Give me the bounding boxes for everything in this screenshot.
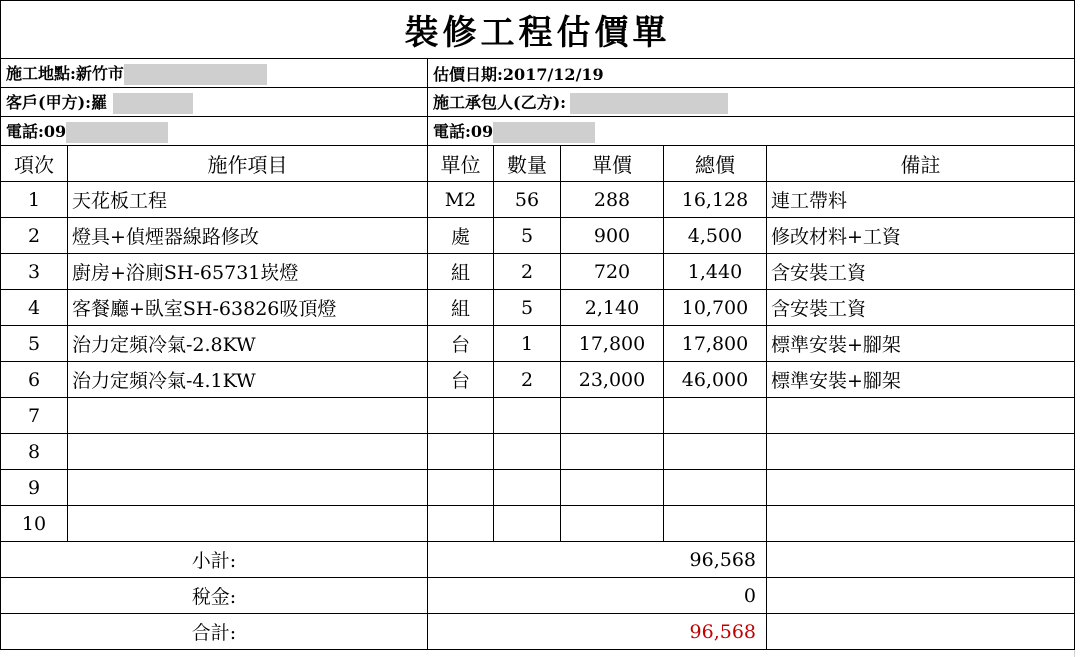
cell-price[interactable] <box>561 434 664 470</box>
cell-total[interactable] <box>664 434 767 470</box>
contractor-label: 施工承包人(乙方): <box>433 93 567 112</box>
contractor-cell[interactable] <box>428 88 1075 117</box>
subtotal-label[interactable]: 小計: <box>1 542 428 578</box>
cell-price[interactable]: 720 <box>561 254 664 290</box>
cell-total[interactable]: 4,500 <box>664 218 767 254</box>
phone-right-cell[interactable] <box>428 117 1075 146</box>
cell-qty[interactable]: 56 <box>494 182 561 218</box>
phone-value-right: 09 <box>470 122 494 141</box>
cell-unit[interactable]: 台 <box>428 362 494 398</box>
cell-note[interactable]: 連工帶料 <box>767 182 1075 218</box>
form-title: 裝修工程估價單 <box>1 1 1075 59</box>
cell-item[interactable]: 廚房+浴廁SH-65731崁燈 <box>68 254 428 290</box>
cell-no[interactable]: 6 <box>1 362 68 398</box>
cell-qty[interactable]: 5 <box>494 290 561 326</box>
table-row <box>1 326 1075 362</box>
cell-price[interactable]: 2,140 <box>561 290 664 326</box>
cell-note[interactable] <box>767 506 1075 542</box>
header-item[interactable]: 施作項目 <box>68 146 428 182</box>
subtotal-row <box>1 542 1075 578</box>
tax-note[interactable] <box>767 578 1075 614</box>
cell-price[interactable]: 288 <box>561 182 664 218</box>
header-unit[interactable]: 單位 <box>428 146 494 182</box>
cell-note[interactable]: 含安裝工資 <box>767 254 1075 290</box>
table-row <box>1 218 1075 254</box>
cell-item[interactable] <box>68 470 428 506</box>
cell-unit[interactable]: M2 <box>428 182 494 218</box>
redacted-block <box>570 93 728 114</box>
redacted-block <box>493 122 595 143</box>
cell-note[interactable]: 修改材料+工資 <box>767 218 1075 254</box>
subtotal-note[interactable] <box>767 542 1075 578</box>
cell-total[interactable]: 16,128 <box>664 182 767 218</box>
table-row <box>1 470 1075 506</box>
cell-item[interactable]: 治力定頻冷氣-4.1KW <box>68 362 428 398</box>
grand-total-label[interactable]: 合計: <box>1 614 428 650</box>
redacted-block <box>113 93 193 114</box>
table-row <box>1 434 1075 470</box>
cell-qty[interactable] <box>494 506 561 542</box>
cell-no[interactable]: 4 <box>1 290 68 326</box>
cell-no[interactable]: 8 <box>1 434 68 470</box>
cell-unit[interactable] <box>428 506 494 542</box>
cell-total[interactable] <box>664 398 767 434</box>
cell-no[interactable]: 7 <box>1 398 68 434</box>
cell-qty[interactable]: 1 <box>494 326 561 362</box>
cell-unit[interactable] <box>428 398 494 434</box>
site-value: 新竹市 <box>75 64 124 83</box>
cell-price[interactable] <box>561 506 664 542</box>
header-note[interactable]: 備註 <box>767 146 1075 182</box>
table-row <box>1 254 1075 290</box>
date-label: 估價日期: <box>433 64 503 84</box>
phone-label-right: 電話: <box>433 122 471 141</box>
site-cell[interactable] <box>1 59 428 88</box>
grand-total-row <box>1 614 1075 650</box>
subtotal-value[interactable]: 96,568 <box>428 542 767 578</box>
client-value: 羅 <box>91 93 108 112</box>
cell-price[interactable]: 900 <box>561 218 664 254</box>
table-row <box>1 506 1075 542</box>
cell-note[interactable]: 標準安裝+腳架 <box>767 362 1075 398</box>
cell-total[interactable]: 1,440 <box>664 254 767 290</box>
table-row <box>1 398 1075 434</box>
cell-note[interactable] <box>767 398 1075 434</box>
cell-qty[interactable]: 5 <box>494 218 561 254</box>
cell-qty[interactable] <box>494 470 561 506</box>
table-row <box>1 290 1075 326</box>
redacted-block <box>124 64 267 85</box>
tax-label[interactable]: 稅金: <box>1 578 428 614</box>
tax-row <box>1 578 1075 614</box>
cell-note[interactable] <box>767 434 1075 470</box>
cell-item[interactable] <box>68 506 428 542</box>
cell-no[interactable]: 2 <box>1 218 68 254</box>
client-cell[interactable] <box>1 88 428 117</box>
table-row <box>1 362 1075 398</box>
redacted-block <box>66 122 168 143</box>
cell-no[interactable]: 9 <box>1 470 68 506</box>
cell-note[interactable]: 含安裝工資 <box>767 290 1075 326</box>
cell-note[interactable] <box>767 470 1075 506</box>
cell-qty[interactable] <box>494 434 561 470</box>
cell-total[interactable]: 46,000 <box>664 362 767 398</box>
cell-note[interactable]: 標準安裝+腳架 <box>767 326 1075 362</box>
grand-total-note[interactable] <box>767 614 1075 650</box>
cell-price[interactable]: 23,000 <box>561 362 664 398</box>
header-no[interactable]: 項次 <box>1 146 68 182</box>
cell-unit[interactable]: 組 <box>428 254 494 290</box>
cell-no[interactable]: 3 <box>1 254 68 290</box>
cell-price[interactable] <box>561 398 664 434</box>
cell-qty[interactable]: 2 <box>494 254 561 290</box>
cell-unit[interactable] <box>428 470 494 506</box>
phone-value-left: 09 <box>43 122 67 141</box>
cell-no[interactable]: 5 <box>1 326 68 362</box>
phone-left-cell[interactable] <box>1 117 428 146</box>
date-value: 2017/12/19 <box>502 64 604 84</box>
cell-qty[interactable]: 2 <box>494 362 561 398</box>
cell-item[interactable]: 治力定頻冷氣-2.8KW <box>68 326 428 362</box>
cell-total[interactable] <box>664 470 767 506</box>
tax-value[interactable]: 0 <box>428 578 767 614</box>
cell-price[interactable] <box>561 470 664 506</box>
cell-total[interactable]: 10,700 <box>664 290 767 326</box>
cell-total[interactable]: 17,800 <box>664 326 767 362</box>
client-label: 客戶(甲方): <box>6 93 92 112</box>
cell-item[interactable]: 客餐廳+臥室SH-63826吸頂燈 <box>68 290 428 326</box>
cell-price[interactable]: 17,800 <box>561 326 664 362</box>
cell-qty[interactable] <box>494 398 561 434</box>
header-total[interactable]: 總價 <box>664 146 767 182</box>
cell-unit[interactable]: 台 <box>428 326 494 362</box>
grand-total-value[interactable]: 96,568 <box>428 614 767 650</box>
cell-unit[interactable] <box>428 434 494 470</box>
date-cell[interactable] <box>428 59 1075 88</box>
table-row <box>1 182 1075 218</box>
cell-item[interactable] <box>68 434 428 470</box>
cell-item[interactable]: 燈具+偵煙器線路修改 <box>68 218 428 254</box>
cell-total[interactable] <box>664 506 767 542</box>
header-price[interactable]: 單價 <box>561 146 664 182</box>
site-label: 施工地點: <box>6 64 76 83</box>
cell-item[interactable] <box>68 398 428 434</box>
cell-no[interactable]: 1 <box>1 182 68 218</box>
cell-unit[interactable]: 處 <box>428 218 494 254</box>
header-qty[interactable]: 數量 <box>494 146 561 182</box>
phone-label-left: 電話: <box>6 122 44 141</box>
cell-unit[interactable]: 組 <box>428 290 494 326</box>
cell-no[interactable]: 10 <box>1 506 68 542</box>
cell-item[interactable]: 天花板工程 <box>68 182 428 218</box>
